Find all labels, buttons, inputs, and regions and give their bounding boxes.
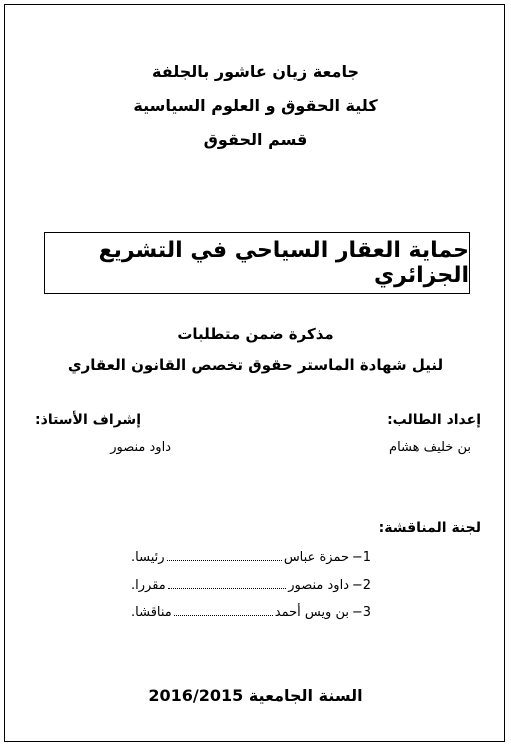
member-role: مناقشا. [131, 605, 172, 620]
dotted-leader [174, 614, 273, 616]
faculty-name: كلية الحقوق و العلوم السياسية [133, 96, 378, 115]
member-role: رئيسا. [131, 550, 165, 565]
department-name: قسم الحقوق [203, 130, 308, 149]
committee-member [131, 550, 371, 565]
subtitle-line-1: مذكرة ضمن متطلبات [177, 325, 334, 343]
member-number: 3− [351, 605, 371, 620]
member-number: 2− [351, 578, 371, 593]
subtitle-line-2: لنيل شهادة الماستر حقوق تخصص القانون العقاري [67, 356, 444, 374]
member-number: 1− [351, 550, 371, 565]
dotted-leader [167, 559, 282, 561]
thesis-title: حماية العقار السياحي في التشريع الجزائري [98, 238, 469, 288]
member-name: بن ويس أحمد [274, 605, 349, 620]
committee-member [131, 605, 371, 620]
member-role: مقررا. [131, 578, 166, 593]
supervisor-label: إشراف الأستاذ: [35, 412, 141, 428]
title-box [44, 232, 470, 294]
member-name: داود منصور [288, 578, 349, 593]
student-label: إعداد الطالب: [387, 412, 481, 428]
committee-member [131, 578, 371, 593]
supervisor-name: داود منصور [110, 440, 171, 455]
university-name: جامعة زيان عاشور بالجلفة [152, 62, 359, 81]
academic-year: السنة الجامعية 2016/2015 [148, 686, 363, 705]
dotted-leader [168, 587, 287, 589]
member-name: حمزة عباس [283, 550, 349, 565]
committee-label: لجنة المناقشة: [378, 520, 481, 536]
student-name: بن خليف هشام [389, 440, 471, 455]
